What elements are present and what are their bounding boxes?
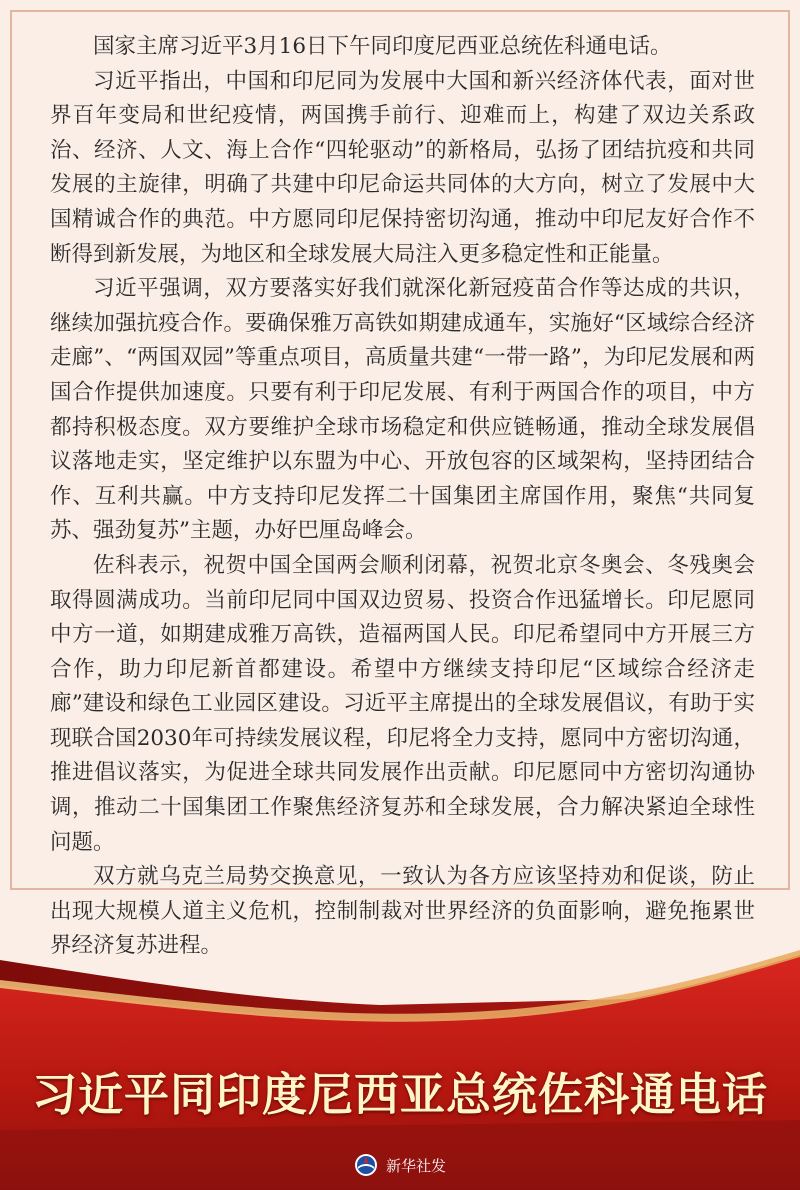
article-paragraph: 国家主席习近平3月16日下午同印度尼西亚总统佐科通电话。 (93, 34, 672, 59)
footer (0, 1152, 800, 1178)
headline: 习近平同印度尼西亚总统佐科通电话 (31, 1068, 768, 1121)
xinhua-globe-logo-icon (354, 1153, 378, 1177)
article-paragraph: 习近平强调，双方要落实好我们就深化新冠疫苗合作等达成的共识，继续加强抗疫合作。要确保雅万高铁如期建成通车，实施好“区域综合经济走廊”、“两国双园”等重点项目，高质量共建“一带一路”，为印尼发展和两国合作提供加速度。只要有利于印尼发展、有利于两国合作的项目，中方都持积极态度。双方要维护全球市场稳定和供应链畅通，推动全球发展倡议落地走实，坚定维护以东盟为中心、开放包容的区域架构，坚持团结合作、互利共赢。中方支持印尼发挥二十国集团主席国作用，聚焦“共同复苏、强劲复苏”主题，办好巴厘岛峰会。 (50, 276, 755, 544)
agency-name: 新华社发 (385, 1156, 446, 1175)
article-paragraph: 双方就乌克兰局势交换意见，一致认为各方应该坚持劝和促谈，防止出现大规模人道主义危机，控制制裁对世界经济的负面影响，避免拖累世界经济复苏进程。 (50, 864, 755, 959)
article-paragraph: 佐科表示，祝贺中国全国两会顺利闭幕，祝贺北京冬奥会、冬残奥会取得圆满成功。当前印尼同中国双边贸易、投资合作迅猛增长。印尼愿同中方一道，如期建成雅万高铁，造福两国人民。印尼希望同中方开展三方合作，助力印尼新首都建设。希望中方继续支持印尼“区域综合经济走廊”建设和绿色工业园区建设。习近平主席提出的全球发展倡议，有助于实现联合国2030年可持续发展议程，印尼将全力支持，愿同中方密切沟通，推进倡议落实，为促进全球共同发展作出贡献。印尼愿同中方密切沟通协调，推动二十国集团工作聚焦经济复苏和全球发展，合力解决紧迫全球性问题。 (50, 552, 755, 855)
article-paragraph: 习近平指出，中国和印尼同为发展中大国和新兴经济体代表，面对世界百年变局和世纪疫情，两国携手前行、迎难而上，构建了双边关系政治、经济、人文、海上合作“四轮驱动”的新格局，弘扬了团结抗疫和共同发展的主旋律，明确了共建中印尼命运共同体的大方向，树立了发展中大国精诚合作的典范。中方愿同印尼保持密切沟通，推动中印尼友好合作不断得到新发展，为地区和全球发展大局注入更多稳定性和正能量。 (50, 68, 755, 267)
